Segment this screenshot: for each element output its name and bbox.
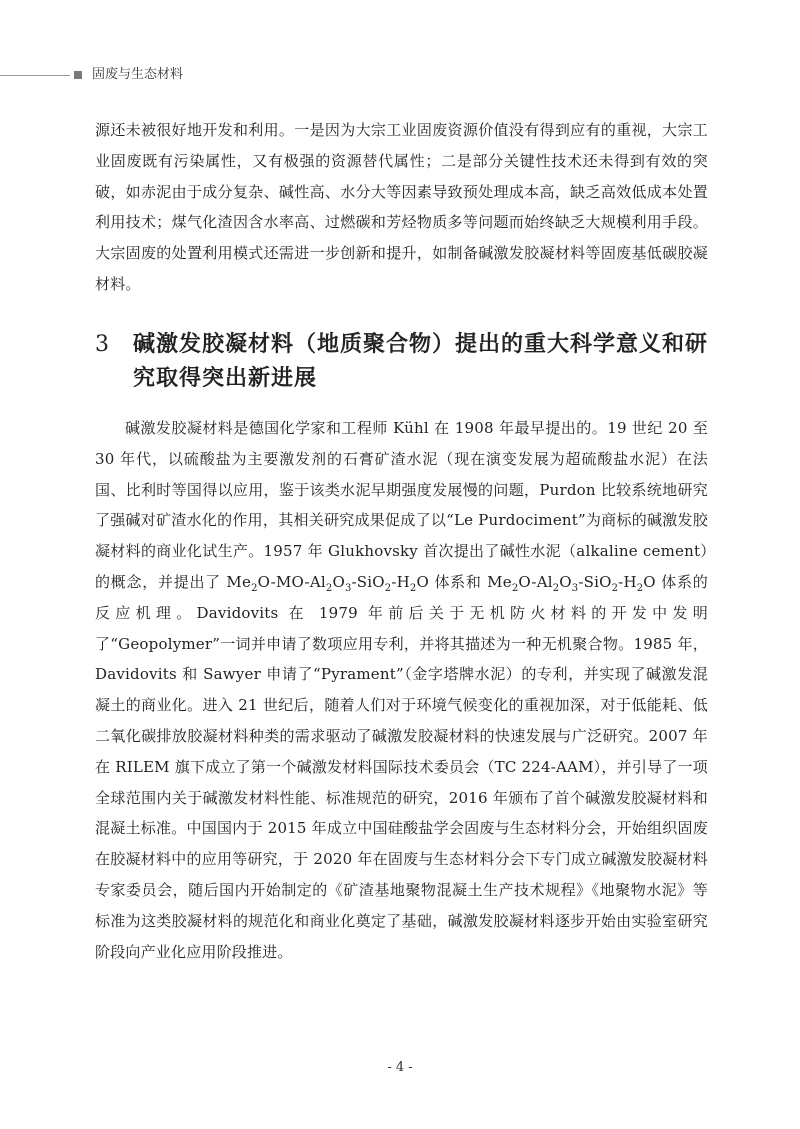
running-head xyxy=(0,64,800,88)
page-number: - 4 - xyxy=(387,1060,413,1075)
section-title: 碱激发胶凝材料（地质聚合物）提出的重大科学意义和研究取得突出新进展 xyxy=(133,332,709,391)
section-heading xyxy=(95,328,715,396)
section-number: 3 xyxy=(95,332,109,357)
paragraph-1: 源还未被很好地开发和利用。一是因为大宗工业固废资源价值没有得到应有的重视，大宗工业固废既有污染属性，又有极强的资源替代属性；二是部分关键性技术还未得到有效的突破，如赤泥由于成分复杂、碱性高、水分大等因素导致预处理成本高，缺乏高效低成本处置利用技术；煤气化渣因含水率高、过燃碳和芳烃物质多等问题而始终缺乏大规模利用手段。大宗固废的处置利用模式还需进一步创新和提升，如制备碱激发胶凝材料等固废基低碳胶凝材料。 xyxy=(95,121,708,293)
paragraph-2: 碱激发胶凝材料是德国化学家和工程师 Kühl 在 1908 年最早提出的。19 世纪 20 至 30 年代，以硫酸盐为主要激发剂的石膏矿渣水泥（现在演变发展为超硫酸盐水泥）在法国、比利时等国得以应用，鉴于该类水泥早期强度发展慢的问题，Purdon 比较系统地研究了强碱对矿渣水化的作用，其相关研究成果促成了以“Le Purdociment”为商标的碱激发胶凝材料的商业化试生产。1957 年 Glukhovsky 首次提出了碱性水泥（alkaline cement）的概念，并提出了 $Me_2O-MO-Al_2O_3-SiO_2-H_2O$ 体系和 $Me_2O-Al_2O_3-SiO_2-H_2O$ 体系的反应机理。Davidovits 在 1979 年前后关于无机防火材料的开发中发明了“Geopolymer”一词并申请了数项应用专利，并将其描述为一种无机聚合物。1985 年，Davidovits 和 Sawyer 申请了“Pyrament”（金字塔牌水泥）的专利，并实现了碱激发混凝土的商业化。进入 21 世纪后，随着人们对于环境气候变化的重视加深，对于低能耗、低二氧化碳排放胶凝材料种类的需求驱动了碱激发胶凝材料的快速发展与广泛研究。2007 年在 RILEM 旗下成立了第一个碱激发材料国际技术委员会（TC 224-AAM），并引导了一项全球范围内关于碱激发材料性能、标准规范的研究，2016 年颁布了首个碱激发胶凝材料和混凝土标准。中国国内于 2015 年成立中国硅酸盐学会固废与生态材料分会，开始组织固废在胶凝材料中的应用等研究，于 2020 年在固废与生态材料分会下专门成立碱激发胶凝材料专家委员会，随后国内开始制定的《矿渣基地聚物混凝土生产技术规程》《地聚物水泥》等标准为这类胶凝材料的规范化和商业化奠定了基础，碱激发胶凝材料逐步开始由实验室研究阶段向产业化应用阶段推进。 xyxy=(95,419,708,961)
running-head-title: 固废与生态材料 xyxy=(92,67,184,82)
header-rule xyxy=(0,75,70,76)
square-bullet-icon xyxy=(74,71,82,79)
